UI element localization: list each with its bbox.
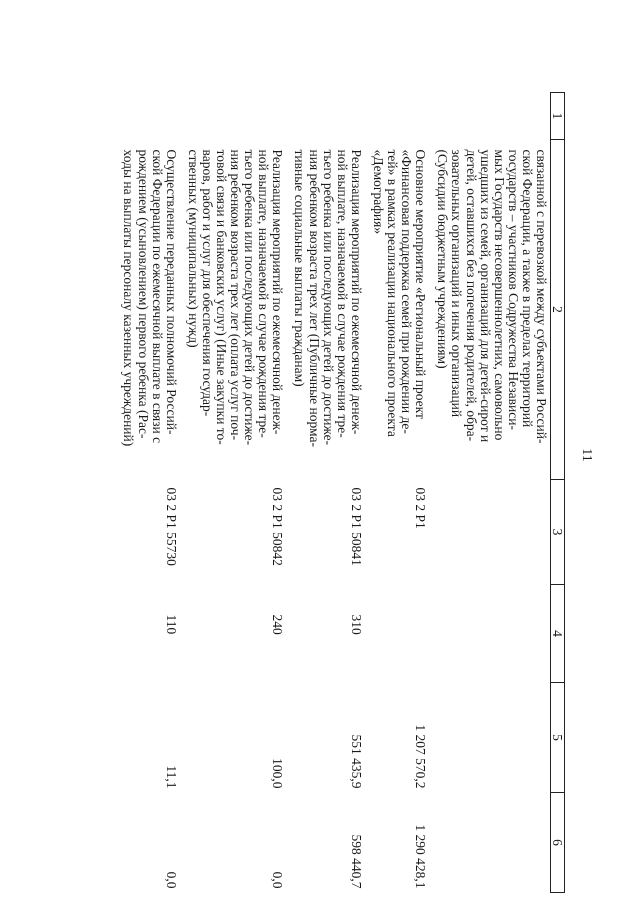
expense-type-cell: 240 (270, 614, 286, 635)
budget-table (115, 92, 565, 893)
table-row (365, 93, 429, 893)
column-header: 2 (551, 140, 565, 480)
page-number: 11 (579, 448, 594, 462)
description-line: ушедших из семей, организаций для детей-сирот и (477, 149, 493, 443)
description-line: Реализация мероприятий по ежемесячной денеж- (348, 149, 364, 435)
row-number-cell (180, 93, 287, 140)
description-line: ной выплате, назначаемой в случае рождения тре- (256, 149, 272, 438)
program-code-cell (429, 480, 550, 585)
description-line: тьего ребенка или последующих детей до достиже- (242, 149, 258, 446)
table-row (286, 93, 364, 893)
amount-year1-cell (429, 683, 550, 793)
description-line: связанной с перевозкой между субъектами Россий- (534, 149, 549, 444)
expense-type-cell: 110 (163, 614, 179, 635)
description-line: ной выплате, назначаемой в случае рождения тре- (334, 149, 350, 438)
row-number-cell (365, 93, 429, 140)
description-line: Основное мероприятие «Региональный проект (413, 149, 429, 419)
description-line: тьего ребенка или последующих детей до достиже- (320, 149, 336, 446)
description-line: рождением (усыновлением) первого ребенка (Рас- (135, 149, 151, 439)
column-header: 5 (551, 683, 565, 793)
description-line: Осуществление переданных полномочий Россий- (163, 149, 179, 435)
description-line: Реализация мероприятий по ежемесячной денеж- (270, 149, 286, 435)
row-number-cell (429, 93, 550, 140)
description-line: варов, работ и услуг для обеспечения государ- (199, 149, 215, 417)
row-number-cell (286, 93, 364, 140)
description-line: мых Государств несовершеннолетних, самовольно (491, 149, 507, 441)
description-cell (365, 140, 429, 480)
table-row (115, 93, 179, 893)
column-header: 6 (551, 793, 565, 893)
amount-year1-cell: 100,0 (270, 758, 286, 789)
description-cell (115, 140, 179, 480)
amount-year1-cell: 11,1 (163, 765, 179, 789)
description-line: ния ребенком возраста трех лет (оплата услуг поч- (228, 149, 244, 441)
header-row (551, 93, 565, 893)
description-line: ской Федерации по ежемесячной выплате в связи с (149, 149, 165, 444)
expense-type-cell (429, 585, 550, 683)
amount-year2-cell: 598 440,7 (348, 834, 364, 889)
program-code-cell: 03 2 P1 50842 (270, 487, 286, 566)
description-line: государств – участников Содружества Независи- (505, 149, 521, 430)
column-header: 3 (551, 480, 565, 585)
amount-year2-cell: 0,0 (270, 871, 286, 889)
amount-year2-cell: 1 290 428,1 (413, 824, 429, 889)
program-code-cell: 03 2 P1 50841 (348, 487, 364, 566)
description-cell (429, 140, 550, 480)
row-number-cell (115, 93, 179, 140)
expense-type-cell (365, 585, 429, 683)
expense-type-cell: 310 (348, 614, 364, 635)
description-line: ходы на выплаты персоналу казенных учреждений) (121, 149, 137, 447)
description-line: товой связи и банковских услуг) (Иные закупки то- (214, 149, 230, 445)
description-line: ния ребенком возраста трех лет (Публичные норма- (306, 149, 322, 447)
description-line: ственных (муниципальных) нужд) (185, 149, 201, 348)
column-header: 4 (551, 585, 565, 683)
description-cell (180, 140, 287, 480)
description-cell (286, 140, 364, 480)
description-line: «Демография» (370, 149, 386, 235)
program-code-cell: 03 2 P1 55730 (163, 487, 179, 566)
amount-year2-cell: 0,0 (163, 871, 179, 889)
program-code-cell: 03 2 P1 (413, 487, 429, 529)
table-row (429, 93, 550, 893)
description-line: тивные социальные выплаты гражданам) (292, 149, 308, 387)
table-row (180, 93, 287, 893)
description-line: «Финансовая поддержка семей при рождении де- (399, 149, 415, 434)
column-header: 1 (551, 93, 565, 140)
amount-year2-cell (429, 793, 550, 893)
amount-year1-cell: 1 207 570,2 (413, 724, 429, 789)
description-line: детей, оставшихся без попечения родителей, обра- (463, 149, 479, 442)
description-line: зовательных организаций и иных организаций (449, 149, 465, 418)
description-line: ской Федерации, а также в пределах территорий (519, 149, 535, 428)
description-line: (Субсидии бюджетным учреждениям) (435, 149, 451, 369)
description-line: тей» в рамках реализации национального проекта (385, 149, 401, 437)
amount-year1-cell: 551 435,9 (348, 734, 364, 789)
table-body (115, 93, 550, 893)
